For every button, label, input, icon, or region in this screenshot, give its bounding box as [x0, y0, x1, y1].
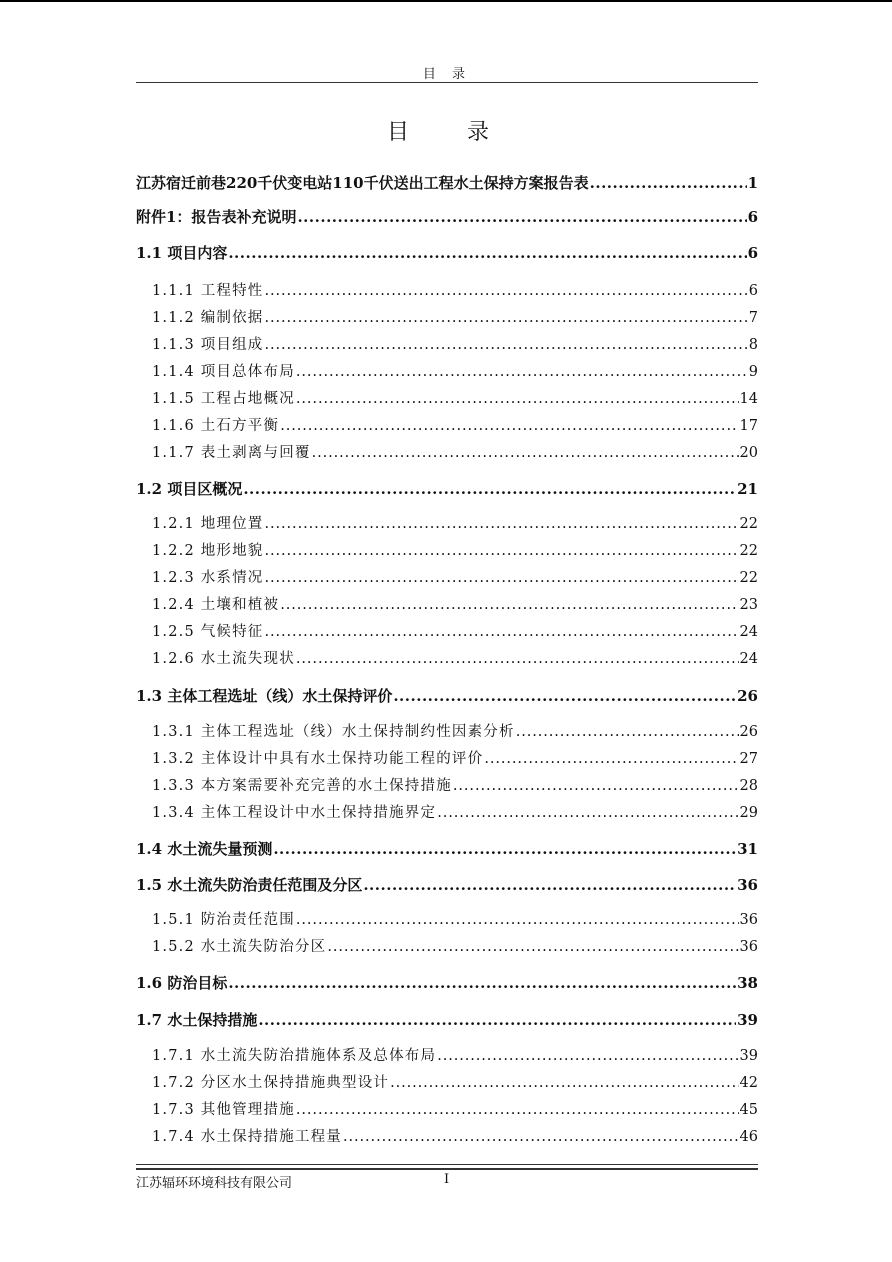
toc-dot-leader: [437, 804, 738, 822]
toc-entry-page: 24: [739, 651, 758, 667]
toc-entry-page: 22: [739, 516, 758, 532]
footer-page-number: I: [444, 1172, 450, 1187]
toc-entry-page: 42: [739, 1075, 758, 1091]
toc-entry: [136, 840, 758, 858]
header-rule: [136, 82, 758, 83]
toc-dot-leader: [280, 596, 738, 614]
toc-entry-page: 36: [737, 876, 758, 894]
toc-entry-label: 1.2.4 土壤和植被: [152, 597, 280, 613]
toc-entry-page: 6: [747, 208, 758, 226]
toc-dot-leader: [312, 444, 739, 462]
toc-entry: [136, 1011, 758, 1029]
toc-entry: [136, 336, 758, 354]
toc-entry-label: 1.2.5 气候特征: [152, 624, 264, 640]
toc-entry-label: 1.3 主体工程选址（线）水土保持评价: [136, 687, 393, 705]
toc-entry-label: 1.6 防治目标: [136, 974, 228, 992]
toc-entry-page: 39: [739, 1048, 758, 1064]
toc-entry: [136, 1128, 758, 1146]
toc-entry-label: 1.1.6 土石方平衡: [152, 418, 280, 434]
toc-entry-page: 31: [737, 840, 758, 858]
toc-entry-page: 23: [739, 597, 758, 613]
toc-entry: [136, 390, 758, 408]
toc-entry-label: 1.2.6 水土流失现状: [152, 651, 295, 667]
running-header: 目 录: [422, 67, 472, 82]
toc-entry: [136, 938, 758, 956]
toc-entry-page: 36: [739, 939, 758, 955]
toc-entry: [136, 1047, 758, 1065]
toc-entry-label: 1.1.3 项目组成: [152, 337, 264, 353]
toc-dot-leader: [228, 244, 746, 262]
toc-dot-leader: [453, 777, 739, 795]
toc-dot-leader: [243, 480, 736, 498]
toc-entry-page: 38: [737, 974, 758, 992]
toc-dot-leader: [228, 974, 736, 992]
toc-entry: [136, 569, 758, 587]
toc-entry-page: 29: [739, 805, 758, 821]
toc-entry: [136, 363, 758, 381]
toc-title: 目 录: [386, 120, 507, 145]
toc-dot-leader: [327, 938, 738, 956]
toc-entry: [136, 208, 758, 226]
toc-entry: [136, 750, 758, 768]
toc-entry-label: 1.1.1 工程特性: [152, 283, 264, 299]
toc-entry: [136, 804, 758, 822]
toc-dot-leader: [265, 542, 739, 560]
toc-entry: [136, 911, 758, 929]
toc-entry: [136, 623, 758, 641]
toc-dot-leader: [363, 876, 736, 894]
toc-dot-leader: [265, 282, 748, 300]
toc-entry-page: 22: [739, 570, 758, 586]
toc-entry: [136, 723, 758, 741]
toc-entry-label: 1.7.4 水土保持措施工程量: [152, 1129, 343, 1145]
toc-entry-label: 1.7 水土保持措施: [136, 1011, 258, 1029]
toc-dot-leader: [296, 390, 739, 408]
toc-entry: [136, 515, 758, 533]
toc-dot-leader: [280, 417, 738, 435]
toc-dot-leader: [296, 1101, 739, 1119]
toc-entry-label: 1.3.3 本方案需要补充完善的水土保持措施: [152, 778, 452, 794]
toc-dot-leader: [258, 1011, 736, 1029]
toc-entry-label: 1.3.2 主体设计中具有水土保持功能工程的评价: [152, 751, 484, 767]
toc-entry-label: 附件1：报告表补充说明: [136, 208, 297, 226]
toc-entry-label: 1.1.4 项目总体布局: [152, 364, 295, 380]
toc-dot-leader: [390, 1074, 738, 1092]
toc-entry-label: 1.4 水土流失量预测: [136, 840, 273, 858]
toc-entry: [136, 1074, 758, 1092]
toc-dot-leader: [516, 723, 739, 741]
toc-entry-label: 1.1.2 编制依据: [152, 310, 264, 326]
toc-entry: [136, 974, 758, 992]
toc-entry-label: 1.2.1 地理位置: [152, 516, 264, 532]
toc-entry-page: 26: [737, 687, 758, 705]
toc-entry: [136, 650, 758, 668]
toc-entry-page: 22: [739, 543, 758, 559]
toc-entry-page: 14: [739, 391, 758, 407]
toc-entry-page: 21: [737, 480, 758, 498]
toc-entry-page: 27: [739, 751, 758, 767]
toc-entry-page: 9: [748, 364, 758, 380]
toc-entry-page: 17: [739, 418, 758, 434]
toc-dot-leader: [265, 336, 748, 354]
toc-dot-leader: [484, 750, 738, 768]
toc-entry-label: 1.7.1 水土流失防治措施体系及总体布局: [152, 1048, 437, 1064]
toc-dot-leader: [265, 569, 739, 587]
toc-entry: [136, 687, 758, 705]
toc-entry: [136, 309, 758, 327]
toc-entry-page: 28: [739, 778, 758, 794]
toc-entry-page: 46: [739, 1129, 758, 1145]
toc-dot-leader: [437, 1047, 738, 1065]
toc-entry-page: 39: [737, 1011, 758, 1029]
toc-dot-leader: [265, 515, 739, 533]
toc-entry-label: 1.1.7 表土剥离与回覆: [152, 445, 311, 461]
toc-entry-page: 36: [739, 912, 758, 928]
toc-dot-leader: [590, 174, 747, 192]
page-top-border: [0, 0, 892, 2]
toc-entry-page: 26: [739, 724, 758, 740]
toc-entry-label: 1.2 项目区概况: [136, 480, 243, 498]
toc-entry-page: 7: [748, 310, 758, 326]
toc-entry-label: 1.5 水土流失防治责任范围及分区: [136, 876, 363, 894]
toc-dot-leader: [297, 208, 746, 226]
toc-entry: [136, 417, 758, 435]
toc-entry-label: 1.7.2 分区水土保持措施典型设计: [152, 1075, 390, 1091]
toc-dot-leader: [393, 687, 736, 705]
toc-entry-label: 1.3.1 主体工程选址（线）水土保持制约性因素分析: [152, 724, 515, 740]
footer-rule: [136, 1164, 758, 1165]
toc-dot-leader: [296, 650, 739, 668]
toc-entry: [136, 244, 758, 262]
toc-dot-leader: [265, 309, 748, 327]
toc-dot-leader: [265, 623, 739, 641]
toc-entry-label: 江苏宿迁前巷220千伏变电站110千伏送出工程水土保持方案报告表: [136, 174, 589, 192]
footer-company: 江苏辐环环境科技有限公司: [136, 1176, 293, 1191]
toc-entry-label: 1.5.2 水土流失防治分区: [152, 939, 327, 955]
toc-entry-page: 20: [739, 445, 758, 461]
toc-entry-page: 45: [739, 1102, 758, 1118]
toc-entry-label: 1.2.3 水系情况: [152, 570, 264, 586]
toc-entry-page: 24: [739, 624, 758, 640]
toc-entry: [136, 480, 758, 498]
toc-entry: [136, 542, 758, 560]
footer-rule-thick: [136, 1168, 758, 1170]
toc-entry: [136, 777, 758, 795]
toc-entry-page: 6: [748, 283, 758, 299]
toc-dot-leader: [343, 1128, 739, 1146]
toc-entry-label: 1.1 项目内容: [136, 244, 228, 262]
toc-entry-page: 6: [747, 244, 758, 262]
toc-entry: [136, 1101, 758, 1119]
toc-entry: [136, 444, 758, 462]
toc-entry: [136, 596, 758, 614]
toc-entry-label: 1.5.1 防治责任范围: [152, 912, 295, 928]
toc-entry: [136, 282, 758, 300]
toc-entry-page: 8: [748, 337, 758, 353]
toc-entry-label: 1.3.4 主体工程设计中水土保持措施界定: [152, 805, 437, 821]
toc-entry-label: 1.7.3 其他管理措施: [152, 1102, 295, 1118]
toc-entry-label: 1.1.5 工程占地概况: [152, 391, 295, 407]
toc-dot-leader: [296, 363, 748, 381]
toc-entry: [136, 876, 758, 894]
toc-entry-page: 1: [747, 174, 758, 192]
toc-entry-label: 1.2.2 地形地貌: [152, 543, 264, 559]
toc-dot-leader: [273, 840, 736, 858]
toc-entry: [136, 174, 758, 192]
toc-dot-leader: [296, 911, 739, 929]
